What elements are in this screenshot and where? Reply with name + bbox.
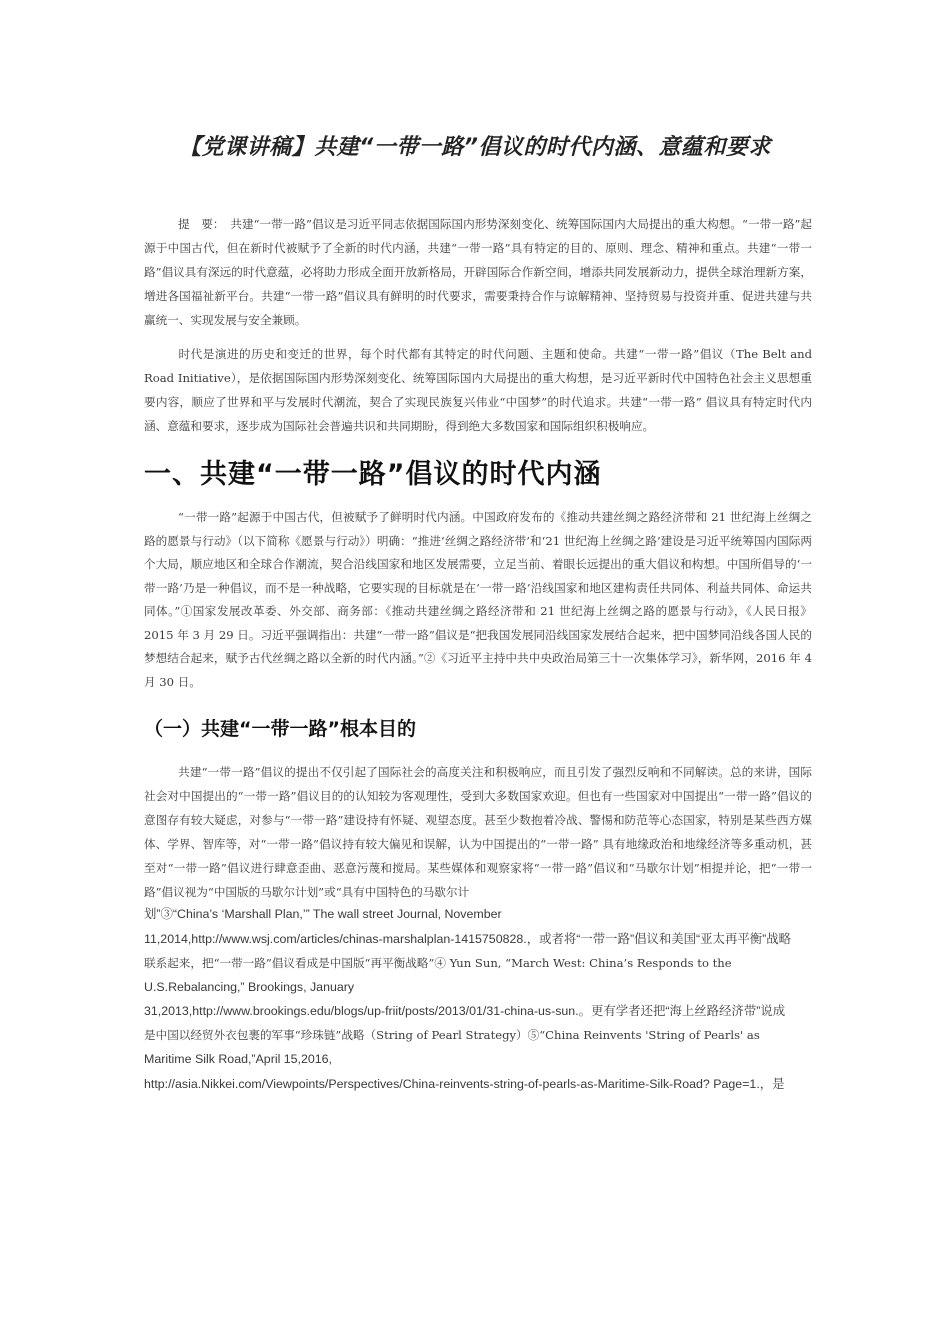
text-line: U.S.Rebalancing,” Brookings, January (144, 980, 355, 994)
text-line: 是中国以经贸外衣包裹的军事“珍珠链”战略（String of Pearl Strategy）⑤“China Reinvents 'String of Pearls' as (144, 1028, 760, 1042)
text-line: 31,2013,http://www.brookings.edu/blogs/up-friit/posts/2013/01/31-china-us-sun.。更有学者还把“海上丝路经济带”说成 (144, 1004, 786, 1018)
text-line: http://asia.Nikkei.com/Viewpoints/Perspectives/China-reinvents-string-of-pearls-as-Maritime-Silk-Road? Page=1.，是 (144, 1077, 785, 1091)
intro-paragraph (144, 342, 812, 438)
abstract-paragraph (144, 212, 812, 332)
subsection-heading-1: （一）共建“一带一路”根本目的 (144, 718, 416, 740)
text-line: 划”③“China’s ‘Marshall Plan,’” The wall street Journal, November (144, 907, 502, 921)
subsection1-paragraph (144, 760, 812, 904)
document-title: 【党课讲稿】共建“一带一路”倡议的时代内涵、意蕴和要求 (179, 135, 771, 160)
subsection1-text: 共建“一带一路”倡议的提出不仅引起了国际社会的高度关注和积极响应，而且引发了强烈反响和不同解读。总的来讲，国际社会对中国提出的“一带一路”倡议目的的认知较为客观理性，受到大多数国家欢迎。但也有一些国家对中国提出“一带一路”倡议的意图存有较大疑虑，对参与“一带一路”建设持有怀疑、观望态度。甚至少数抱着冷战、警惕和防范等心态国家，特别是某些西方媒体、学界、智库等，对“一带一路”倡议持有较大偏见和误解，认为中国提出的“一带一路” 具有地缘政治和地缘经济等多重动机，甚至对“一带一路”倡议进行肆意歪曲、恶意污蔑和搅局。某些媒体和观察家将“一带一路”倡议和“马歇尔计划”相提并论，把“一带一路”倡议视为“中国版的马歇尔计划”或“具有中国特色的马歇尔计 (144, 765, 812, 899)
intro-text: 时代是演进的历史和变迁的世界，每个时代都有其特定的时代问题、主题和使命。共建“一带一路”倡议（The Belt and Road Initiative），是依据国际国内形势深刻变化、统筹国际国内大局提出的重大构想，是习近平新时代中国特色社会主义思想重要内容，顺应了世界和平与发展时代潮流，契合了实现民族复兴伟业“中国梦”的时代追求。共建“一带一路” 倡议具有特定时代内涵、意蕴和要求，逐步成为国际社会普遍共识和共同期盼，得到绝大多数国家和国际组织积极响应。 (144, 347, 812, 433)
section1-paragraph (144, 506, 812, 694)
abstract-text: 提 要： 共建“一带一路”倡议是习近平同志依据国际国内形势深刻变化、统筹国际国内大局提出的重大构想。“一带一路”起源于中国古代，但在新时代被赋予了全新的时代内涵，共建“一带一路”具有特定的目的、原则、理念、精神和重点。共建“一带一路”倡议具有深远的时代意蕴，必将助力形成全面开放新格局，开辟国际合作新空间，增添共同发展新动力，提供全球治理新方案，增进各国福祉新平台。共建“一带一路”倡议具有鲜明的时代要求，需要秉持合作与谅解精神、坚持贸易与投资并重、促进共建与共赢统一、实现发展与安全兼顾。 (144, 217, 812, 327)
text-line: Maritime Silk Road,”April 15,2016, (144, 1052, 333, 1066)
section-heading-1: 一、共建“一带一路”倡议的时代内涵 (144, 459, 602, 490)
text-line: 联系起来，把“一带一路”倡议看成是中国版“再平衡战略”④ Yun Sun, “March West: China’s Responds to the (144, 956, 732, 970)
text-line: 11,2014,http://www.wsj.com/articles/chinas-marshalplan-1415750828.，或者将“一带一路”倡议和美国“亚太再平衡”战略 (144, 932, 792, 946)
section1-text: “一带一路”起源于中国古代，但被赋予了鲜明时代内涵。中国政府发布的《推动共建丝绸之路经济带和 21 世纪海上丝绸之路的愿景与行动》（以下简称《愿景与行动》）明确：“推进‘丝绸之路经济带’和‘21 世纪海上丝绸之路’建设是习近平统筹国内国际两个大局，顺应地区和全球合作潮流，契合沿线国家和地区发展需要，立足当前、着眼长远提出的重大倡议和构想。中国所倡导的‘一带一路’乃是一种倡议，而不是一种战略，它要实现的目标就是在‘一带一路’沿线国家和地区建构责任共同体、利益共同体、命运共同体。”①国家发展改革委、外交部、商务部：《推动共建丝绸之路经济带和 21 世纪海上丝绸之路的愿景与行动》，《人民日报》2015 年 3 月 29 日。习近平强调指出：共建“一带一路”倡议是“把我国发展同沿线国家发展结合起来，把中国梦同沿线各国人民的梦想结合起来，赋予古代丝绸之路以全新的时代内涵。”②《习近平主持中共中央政治局第三十一次集体学习》，新华网，2016 年 4 月 30 日。 (144, 510, 812, 689)
